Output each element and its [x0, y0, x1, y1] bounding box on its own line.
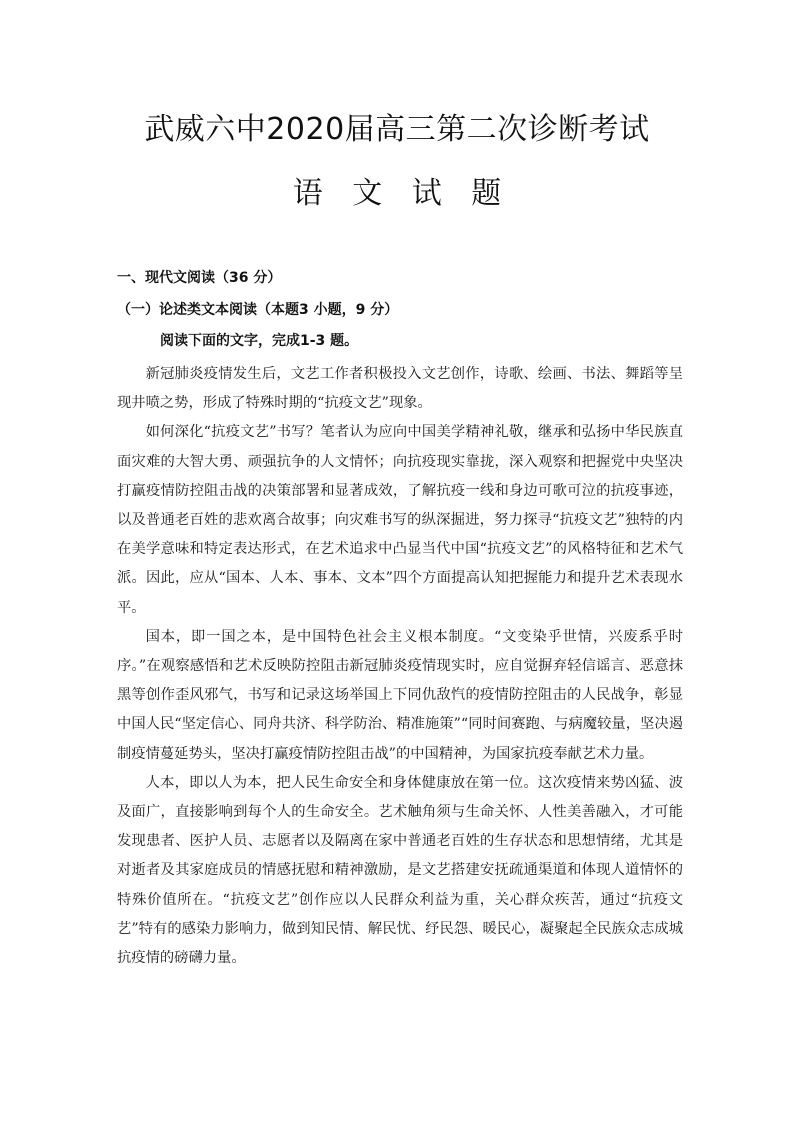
section-heading-part1: 一、现代文阅读（36 分） — [117, 270, 282, 286]
passage-paragraph: 新冠肺炎疫情发生后，文艺工作者积极投入文艺创作，诗歌、绘画、书法、舞蹈等呈现井喷之势，形成了特殊时期的“抗疫文艺”现象。 — [117, 366, 683, 412]
passage-paragraph: 人本，即以人为本，把人民生命安全和身体健康放在第一位。这次疫情来势凶猛、波及面广，直接影响到每个人的生命安全。艺术触角须与生命关怀、人性美善融入，才可能发现患者、医护人员、志愿者以及隔离在家中普通老百姓的生存状态和思想情绪，尤其是对逝者及其家庭成员的情感抚慰和精神激励，是文艺搭建安抚疏通渠道和体现人道情怀的特殊价值所在。“抗疫文艺”创作应以人民群众利益为重，关心群众疾苦，通过“抗疫文艺”特有的感染力影响力，做到知民情、解民忧、纾民怨、暖民心，凝聚起全民族众志成城抗疫情的磅礴力量。 — [117, 774, 683, 967]
passage-paragraph: 国本，即一国之本，是中国特色社会主义根本制度。“文变染乎世情，兴废系乎时序。”在观察感悟和艺术反映防控阻击新冠肺炎疫情现实时，应自觉摒弃轻信谣言、恶意抹黑等创作歪风邪气，书写和记录这场举国上下同仇敌忾的疫情防控阻击的人民战争，彰显中国人民“坚定信心、同舟共济、科学防治、精准施策”“同时间赛跑、与病魔较量，坚决遏制疫情蔓延势头，坚决打赢疫情防控阻击战”的中国精神，为国家抗疫奉献艺术力量。 — [117, 628, 683, 762]
reading-instruction: 阅读下面的文字，完成1-3 题。 — [160, 333, 359, 349]
exam-subtitle: 语 文 试 题 — [292, 176, 512, 211]
passage-paragraph: 如何深化“抗疫文艺”书写？笔者认为应向中国美学精神礼敬，继承和弘扬中华民族直面灾难的大智大勇、顽强抗争的人文情怀；向抗疫现实靠拢，深入观察和把握党中央坚决打赢疫情防控阻击战的决策部署和显著成效，了解抗疫一线和身边可歌可泣的抗疫事迹，以及普通老百姓的悲欢离合故事；向灾难书写的纵深掘进，努力探寻“抗疫文艺”独特的内在美学意味和特定表达形式，在艺术追求中凸显当代中国“抗疫文艺”的风格特征和艺术气派。因此，应从“国本、人本、事本、文本”四个方面提高认知把握能力和提升艺术表现水平。 — [117, 424, 683, 616]
passage-body — [117, 360, 683, 973]
exam-title: 武威六中2020届高三第二次诊断考试 — [144, 112, 650, 147]
section-heading-part1-sub: （一）论述类文本阅读（本题3 小题，9 分） — [117, 302, 399, 318]
